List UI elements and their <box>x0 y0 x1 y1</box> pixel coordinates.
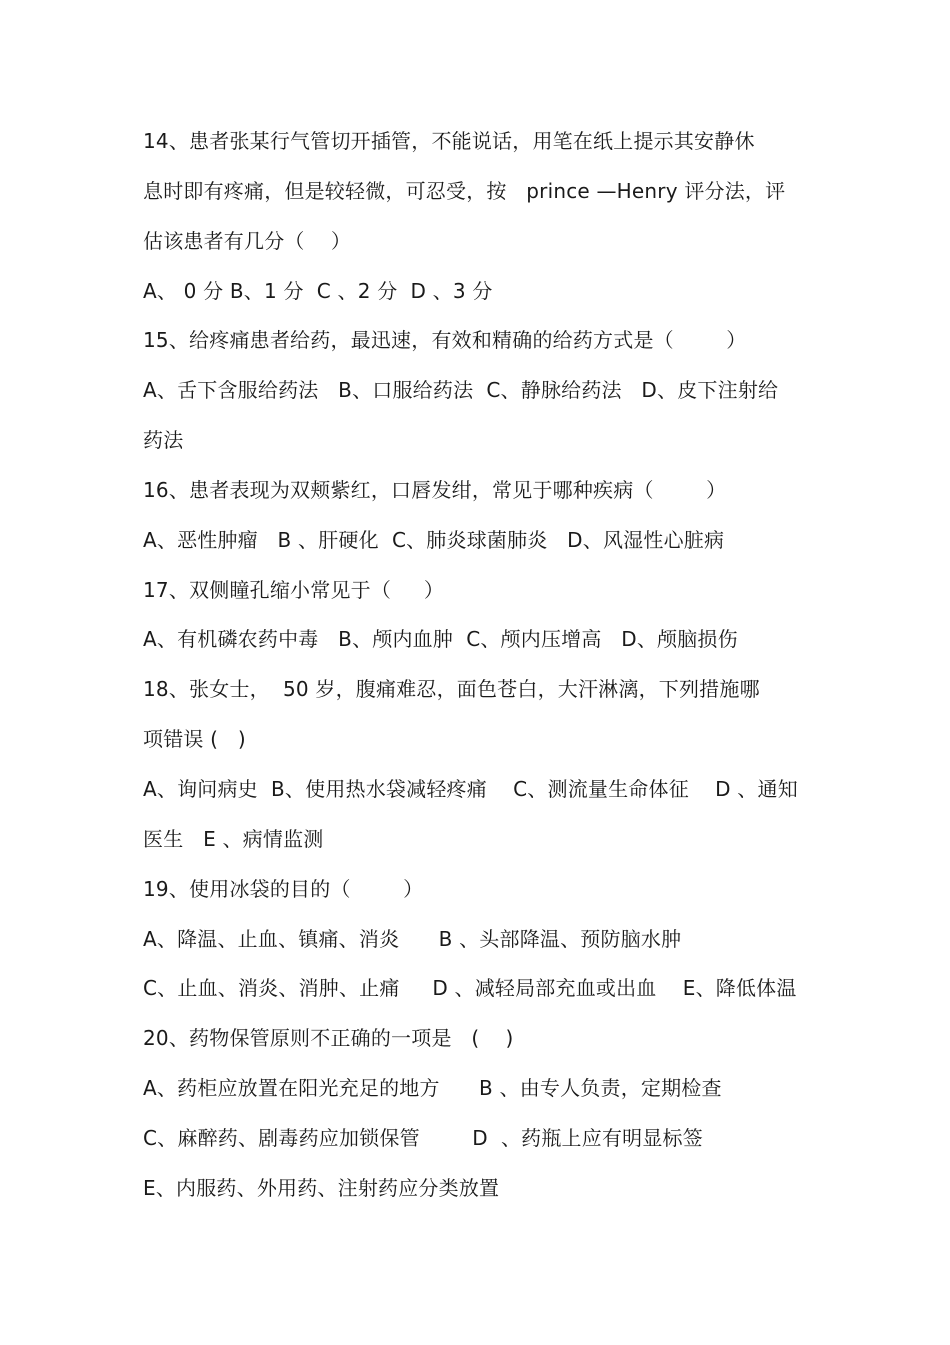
text-line: E、内服药、外用药、注射药应分类放置 <box>143 1175 500 1200</box>
question-text <box>143 124 823 1221</box>
text-line: 14、患者张某行气管切开插管，不能说话，用笔在纸上提示其安静休 <box>143 129 755 153</box>
text-line: 估该患者有几分（ ） <box>143 228 352 253</box>
text-line: A、舌下含服给药法 B、口服给药法 C、静脉给药法 D、皮下注射给 <box>143 378 779 403</box>
text-line: A、 0 分 B、1 分 C 、2 分 D 、3 分 <box>143 278 493 303</box>
text-line: A、降温、止血、镇痛、消炎 B 、头部降温、预防脑水肿 <box>143 926 682 951</box>
text-line: 16、患者表现为双颊紫红，口唇发绀，常见于哪种疾病（ ） <box>143 477 727 502</box>
text-line: 19、使用冰袋的目的（ ） <box>143 876 424 901</box>
text-line: 17、双侧瞳孔缩小常见于（ ） <box>143 577 445 602</box>
text-line: 药法 <box>143 428 184 453</box>
text-line: C、麻醉药、剧毒药应加锁保管 D 、药瓶上应有明显标签 <box>143 1125 703 1150</box>
text-line: 息时即有疼痛，但是较轻微，可忍受，按 prince —Henry 评分法，评 <box>143 178 786 203</box>
text-line: A、恶性肿瘤 B 、肝硬化 C、肺炎球菌肺炎 D、风湿性心脏病 <box>143 527 725 552</box>
text-line: 18、张女士， 50 岁，腹痛难忍，面色苍白，大汗淋漓，下列措施哪 <box>143 677 760 702</box>
text-line: 15、给疼痛患者给药，最迅速，有效和精确的给药方式是（ ） <box>143 328 747 353</box>
text-line: 20、药物保管原则不正确的一项是 ( ) <box>143 1026 514 1051</box>
text-line: 医生 E 、病情监测 <box>143 826 324 851</box>
text-line: A、有机磷农药中毒 B、颅内血肿 C、颅内压增高 D、颅脑损伤 <box>143 627 738 652</box>
text-line: C、止血、消炎、消肿、止痛 D 、减轻局部充血或出血 E、降低体温 <box>143 976 797 1001</box>
text-line: A、药柜应放置在阳光充足的地方 B 、由专人负责，定期检查 <box>143 1076 722 1101</box>
text-line: A、询问病史 B、使用热水袋减轻疼痛 C、测流量生命体征 D 、通知 <box>143 776 798 801</box>
text-line: 项错误 ( ) <box>143 727 246 752</box>
